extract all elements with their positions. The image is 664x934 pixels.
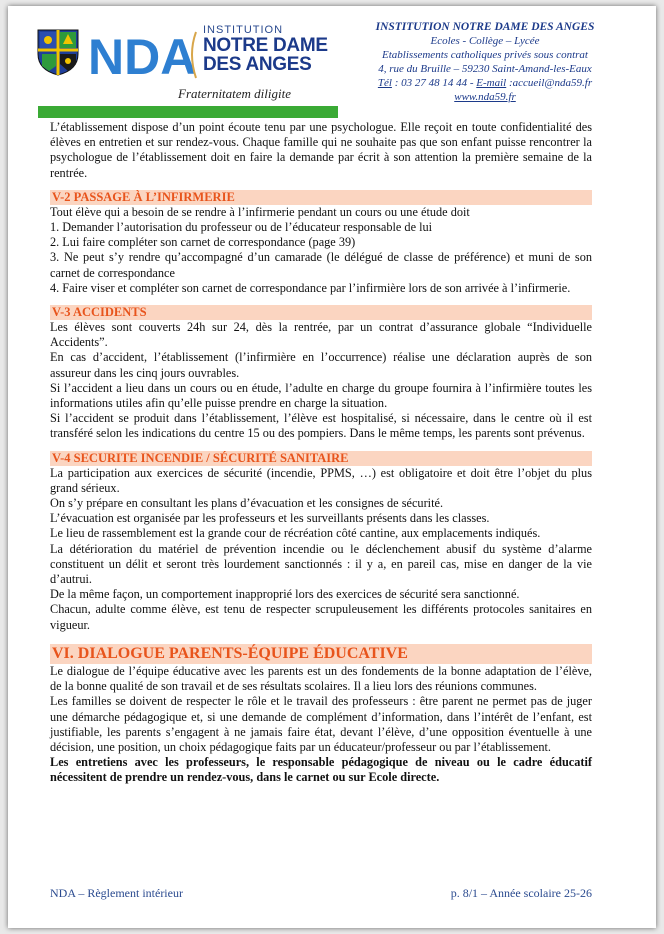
institution-contact — [360, 76, 610, 90]
institution-address: 4, rue du Bruille – 59230 Saint-Amand-les-Eaux — [378, 63, 592, 75]
crest-icon — [36, 28, 80, 76]
list-item: 4. Faire viser et compléter son carnet de correspondance par l’infirmière lors de son arrivée à l’infirmerie. — [50, 280, 571, 295]
paragraph: Le dialogue de l’équipe éducative avec les parents est un des fondements de la bonne adaptation de l’élève, de la bonne qualité de son travail et de ses résultats scolaires. Il a lieu lors des réunions communes. — [50, 663, 592, 694]
section-heading-securite: V-4 SECURITE INCENDIE / SÉCURITÉ SANITAIRE — [50, 451, 592, 466]
wordmark-line3: DES ANGES — [203, 54, 312, 75]
paragraph: Tout élève qui a besoin de se rendre à l’infirmerie pendant un cours ou une étude doit — [50, 204, 470, 219]
paragraph: L’évacuation est organisée par les professeurs et les surveillants présents dans les classes. — [50, 511, 490, 526]
institution-levels: Ecoles - Collège – Lycée — [430, 35, 540, 47]
section-heading-infirmerie: V-2 PASSAGE À L’INFIRMERIE — [50, 190, 592, 205]
paragraph: Si l’accident se produit dans l’établissement, l’élève est hospitalisé, si nécessaire, dans le centre où il est transféré selon les indications du centre 15 ou des pompiers. Dans le même temps, les parents sont prévenus. — [50, 411, 592, 441]
wordmark-line1: INSTITUTION — [203, 24, 284, 36]
document-body — [50, 120, 592, 786]
paragraph: La détérioration du matériel de prévention incendie ou le déclenchement abusif du système d’alarme constituent un délit et seront très lourdement sanctionnés : il y a, en pareil cas, mise en danger de la vie d’autrui. — [50, 541, 592, 587]
tel-link[interactable]: Tél — [377, 77, 392, 89]
chapter-heading-dialogue: VI. DIALOGUE PARENTS-ÉQUIPE ÉDUCATIVE — [50, 644, 592, 664]
website-link[interactable]: www.nda59.fr — [454, 91, 516, 103]
paragraph: Chacun, adulte comme élève, est tenu de respecter scrupuleusement les différents protocoles sanitaires en vigueur. — [50, 602, 592, 632]
email-link-label[interactable]: E-mail — [476, 77, 507, 89]
motto: Fraternitatem diligite — [178, 86, 292, 101]
paragraph: Les familles se doivent de respecter le rôle et le travail des professeurs : être parent ne permet pas de juger une démarche pédagogique et, si une demande de complément d’information, dans l’intérêt de l’enfant, est justifiable, les parents s’engagent à ne jamais faire état, devant l’élève, d’une opposition éventuelle à une décision, une position, un choix pédagogique faits par un éducateur/professeur ou par l’établissement. — [50, 694, 592, 754]
nda-logo — [88, 26, 208, 82]
institution-status: Etablissements catholiques privés sous contrat — [382, 49, 588, 61]
paragraph: La participation aux exercices de sécurité (incendie, PPMS, …) est obligatoire et doit être l’objet du plus grand sérieux. — [50, 465, 592, 495]
paragraph: En cas d’accident, l’établissement (l’infirmière en l’occurrence) réalise une déclaration auprès de son assureur dans les cinq jours ouvrables. — [50, 350, 592, 380]
paragraph: Si l’accident a lieu dans un cours ou en étude, l’adulte en charge du groupe fournira à l’infirmière toutes les informations utiles afin qu’elle puisse prendre en charge la situation. — [50, 380, 592, 411]
intro-paragraph: L’établissement dispose d’un point écoute tenu par une psychologue. Elle reçoit en toute confidentialité des élèves en entretien et sur rendez-vous. Chaque famille qui ne souhaite pas que son enfant puisse rencontrer la psychologue de l’établissement doit en faire la demande par écrit à son attention la première semaine de la rentrée. — [50, 120, 592, 180]
email-address: :accueil@nda59.fr — [506, 77, 593, 89]
paragraph: De la même façon, un comportement inapproprié lors des exercices de sécurité sera sanctionné. — [50, 587, 520, 602]
bold-paragraph: Les entretiens avec les professeurs, le responsable pédagogique de niveau ou le cadre éducatif nécessitent de prendre un rendez-vous, dans le carnet ou sur Ecole directe. — [50, 755, 592, 785]
wordmark-line2: NOTRE DAME — [203, 35, 328, 56]
section-heading-accidents: V-3 ACCIDENTS — [50, 305, 592, 320]
footer-page-number: p. 8/1 – Année scolaire 25-26 — [450, 886, 592, 900]
list-item: 2. Lui faire compléter son carnet de correspondance (page 39) — [50, 235, 356, 250]
logo-letters: NDA — [88, 29, 197, 82]
paragraph: Le lieu de rassemblement est la grande cour de récréation côté cantine, aux emplacements indiqués. — [50, 526, 541, 541]
header-contact-block — [360, 20, 610, 104]
list-item: 1. Demander l’autorisation du professeur ou de l’éducateur responsable de lui — [50, 220, 433, 235]
tel-number: : 03 27 48 14 44 - — [391, 77, 477, 89]
institution-name: INSTITUTION NOTRE DAME DES ANGES — [375, 21, 595, 33]
document-page — [8, 6, 656, 928]
header-green-bar — [38, 106, 338, 118]
paragraph: On s’y prépare en consultant les plans d’évacuation et les consignes de sécurité. — [50, 496, 444, 511]
paragraph: Les élèves sont couverts 24h sur 24, dès la rentrée, par un contrat d’assurance globale “Individuelle Accidents”. — [50, 320, 592, 350]
list-item: 3. Ne peut s’y rendre qu’accompagné d’un camarade (le délégué de classe de préférence) et muni de son carnet de correspondance — [50, 250, 592, 280]
institution-wordmark — [203, 24, 353, 74]
footer-title: NDA – Règlement intérieur — [50, 886, 183, 900]
